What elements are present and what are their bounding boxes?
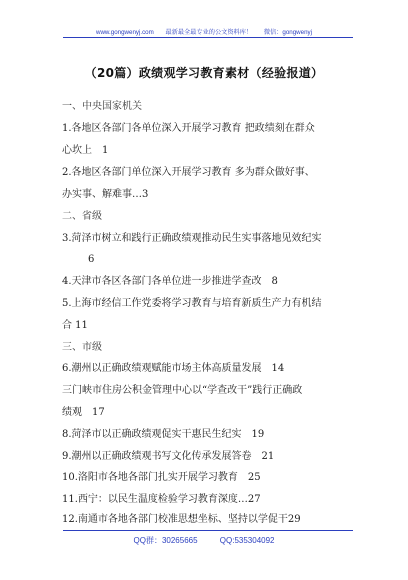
toc-section-heading: 二、省级	[62, 211, 102, 222]
header-bar	[0, 27, 408, 36]
header-site-link[interactable]: www.gongwenyj.com	[95, 29, 154, 36]
footer-bar	[0, 535, 408, 546]
footer-qq: QQ:535304092	[219, 536, 275, 545]
toc-entry-line[interactable]: 4.天津市各区各部门各单位进一步推进学查改 8	[62, 276, 278, 287]
toc-entry-line[interactable]: 9.潮州以正确政绩观书写文化传承发展答卷 21	[62, 451, 275, 462]
toc-entry-line[interactable]: 3.菏泽市树立和践行正确政绩观推动民生实事落地见效纪实	[62, 233, 322, 244]
toc-entry-line[interactable]: 合 11	[62, 320, 88, 331]
page-title: （20篇）政绩观学习教育素材（经验报道）	[84, 66, 324, 80]
toc-entry-line[interactable]: 11.西宁：以民生温度检验学习教育深度…27	[62, 494, 261, 505]
toc-entry-line[interactable]: 10.洛阳市各地各部门扎实开展学习教育 25	[62, 472, 261, 483]
toc-entry-line[interactable]: 心坎上 1	[62, 145, 109, 156]
toc-entry-line[interactable]: 绩观 17	[62, 407, 105, 418]
header-wechat: 微信：gongwenyj	[263, 29, 313, 36]
toc-entry-line[interactable]: 办实事、解难事…3	[62, 189, 149, 200]
toc-entry-line[interactable]: 2.各地区各部门单位深入开展学习教育 多为群众做好事、	[62, 167, 315, 178]
toc-section-heading: 一、中央国家机关	[62, 101, 142, 112]
header-divider	[63, 37, 353, 38]
toc-entry-line[interactable]: 三门峡市住房公积金管理中心以“学查改干”践行正确政	[62, 385, 303, 396]
toc-entry-line[interactable]: 1.各地区各部门各单位深入开展学习教育 把政绩刻在群众	[62, 123, 315, 134]
footer-divider	[63, 530, 353, 531]
header-slogan: 最新最全最专业的公文资料库！	[165, 29, 253, 36]
toc-entry-line[interactable]: 12.南通市各地各部门校准思想坐标、坚持以学促干29	[62, 514, 301, 525]
toc-entry-line[interactable]: 6.潮州以正确政绩观赋能市场主体高质量发展 14	[62, 363, 285, 374]
toc-entry-line[interactable]: 8.菏泽市以正确政绩观促实干惠民生纪实 19	[62, 429, 265, 440]
toc-section-heading: 三、市级	[62, 342, 102, 353]
toc-entry-line[interactable]: 5.上海市经信工作党委将学习教育与培育新质生产力有机结	[62, 298, 322, 309]
toc-entry-line[interactable]: 6	[88, 254, 95, 265]
footer-qq-group: QQ群：30265665	[133, 536, 198, 545]
